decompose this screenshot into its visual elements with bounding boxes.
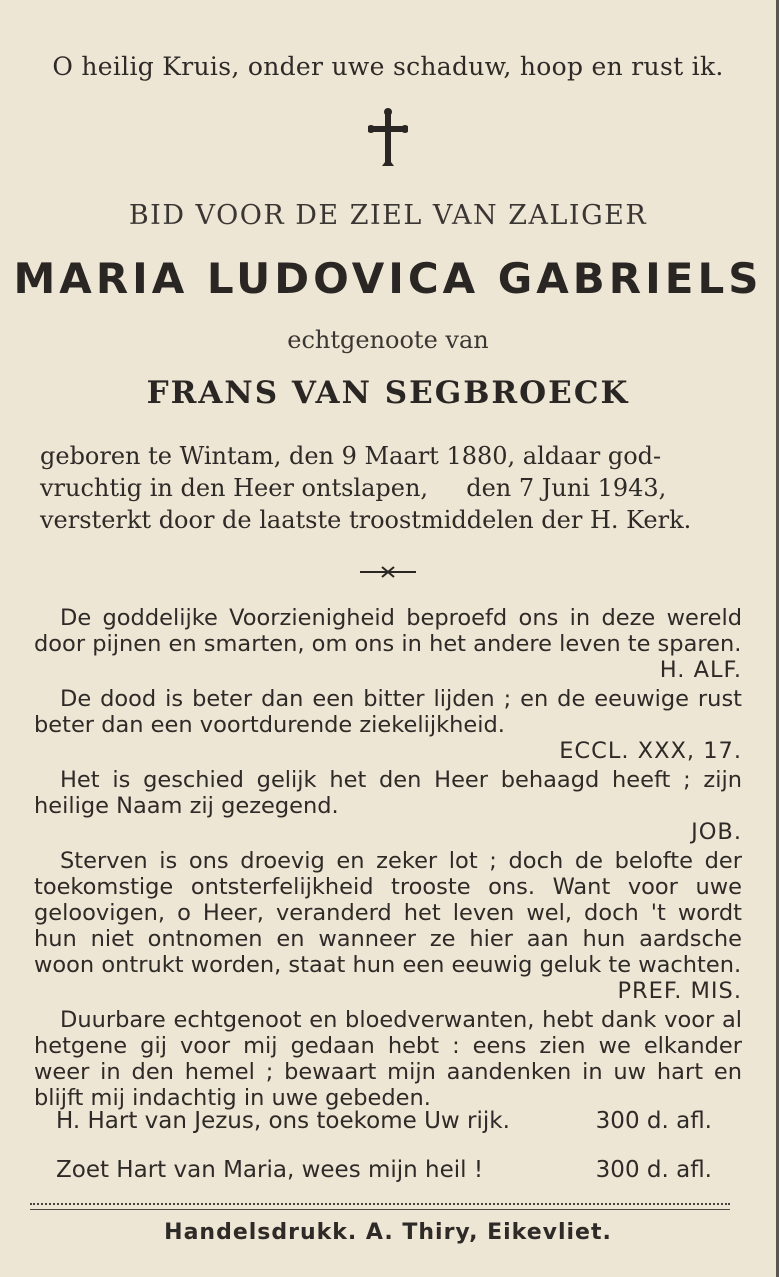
quote-text: Sterven is ons droevig en zeker lot ; doch de belofte der toekomstige ontsterfelijkheid trooste ons. Want voor uwe geloovigen, o Heer, veranderd het leven wel, doch 't wordt hun niet ontnomen en wanneer ze hier aan hun aardsche woon ontrukt worden, staat hun een eeuwig geluk te wachten. xyxy=(34,848,742,978)
prayer-text: Zoet Hart van Maria, wees mijn heil ! xyxy=(56,1157,484,1183)
quote xyxy=(34,767,742,845)
quote-text: Duurbare echtgenoot en bloedverwanten, hebt dank voor al hetgene gij voor mij gedaan hebt : eens zien we elkander weer in den hemel ; bewaart mijn aandenken in uw hart en blijft mij indachtig in uwe gebeden. xyxy=(34,1007,742,1111)
motto: O heilig Kruis, onder uwe schaduw, hoop en rust ik. xyxy=(52,52,724,81)
quotes-section xyxy=(34,605,742,1114)
bio-line: geboren te Wintam, den 9 Maart 1880, aldaar god- xyxy=(40,442,662,470)
quote-text: De goddelijke Voorzienigheid beproefd ons in deze wereld door pijnen en smarten, om ons in het andere leven te sparen. xyxy=(34,605,742,657)
quote-text: Het is geschied gelijk het den Heer behaagd heeft ; zijn heilige Naam zij gezegend. xyxy=(34,767,742,819)
bio-line: vruchtig in den Heer ontslapen, den 7 Juni 1943, xyxy=(40,474,667,502)
prayer-line xyxy=(56,1108,712,1134)
prayer-line xyxy=(56,1157,712,1183)
biography xyxy=(40,440,746,536)
spouse-prefix: echtgenoote van xyxy=(287,326,489,354)
prayer-heading: BID VOOR DE ZIEL VAN ZALIGER xyxy=(128,200,648,231)
quote-source: JOB. xyxy=(691,819,742,845)
spouse-name: FRANS VAN SEGBROECK xyxy=(146,375,630,411)
quote xyxy=(34,686,742,764)
quote-source: H. ALF. xyxy=(659,657,742,683)
quote xyxy=(34,605,742,683)
prayer-text: H. Hart van Jezus, ons toekome Uw rijk. xyxy=(56,1108,510,1134)
printer-credit: Handelsdrukk. A. Thiry, Eikevliet. xyxy=(164,1220,612,1245)
bio-line: versterkt door de laatste troostmiddelen der H. Kerk. xyxy=(40,506,692,534)
quote-source: PREF. MIS. xyxy=(617,978,742,1004)
indulgence: 300 d. afl. xyxy=(595,1157,712,1183)
indulgence: 300 d. afl. xyxy=(595,1108,712,1134)
quote-text: De dood is beter dan een bitter lijden ; en de eeuwige rust beter dan een voortdurende ziekelijkheid. xyxy=(34,686,742,738)
quote-source: ECCL. XXX, 17. xyxy=(559,738,742,764)
deceased-name: MARIA LUDOVICA GABRIELS xyxy=(13,254,763,303)
divider-rule xyxy=(30,1203,730,1210)
quote xyxy=(34,1007,742,1111)
cross-icon xyxy=(0,108,776,168)
ornament-divider-icon xyxy=(0,562,776,582)
quote xyxy=(34,848,742,1004)
